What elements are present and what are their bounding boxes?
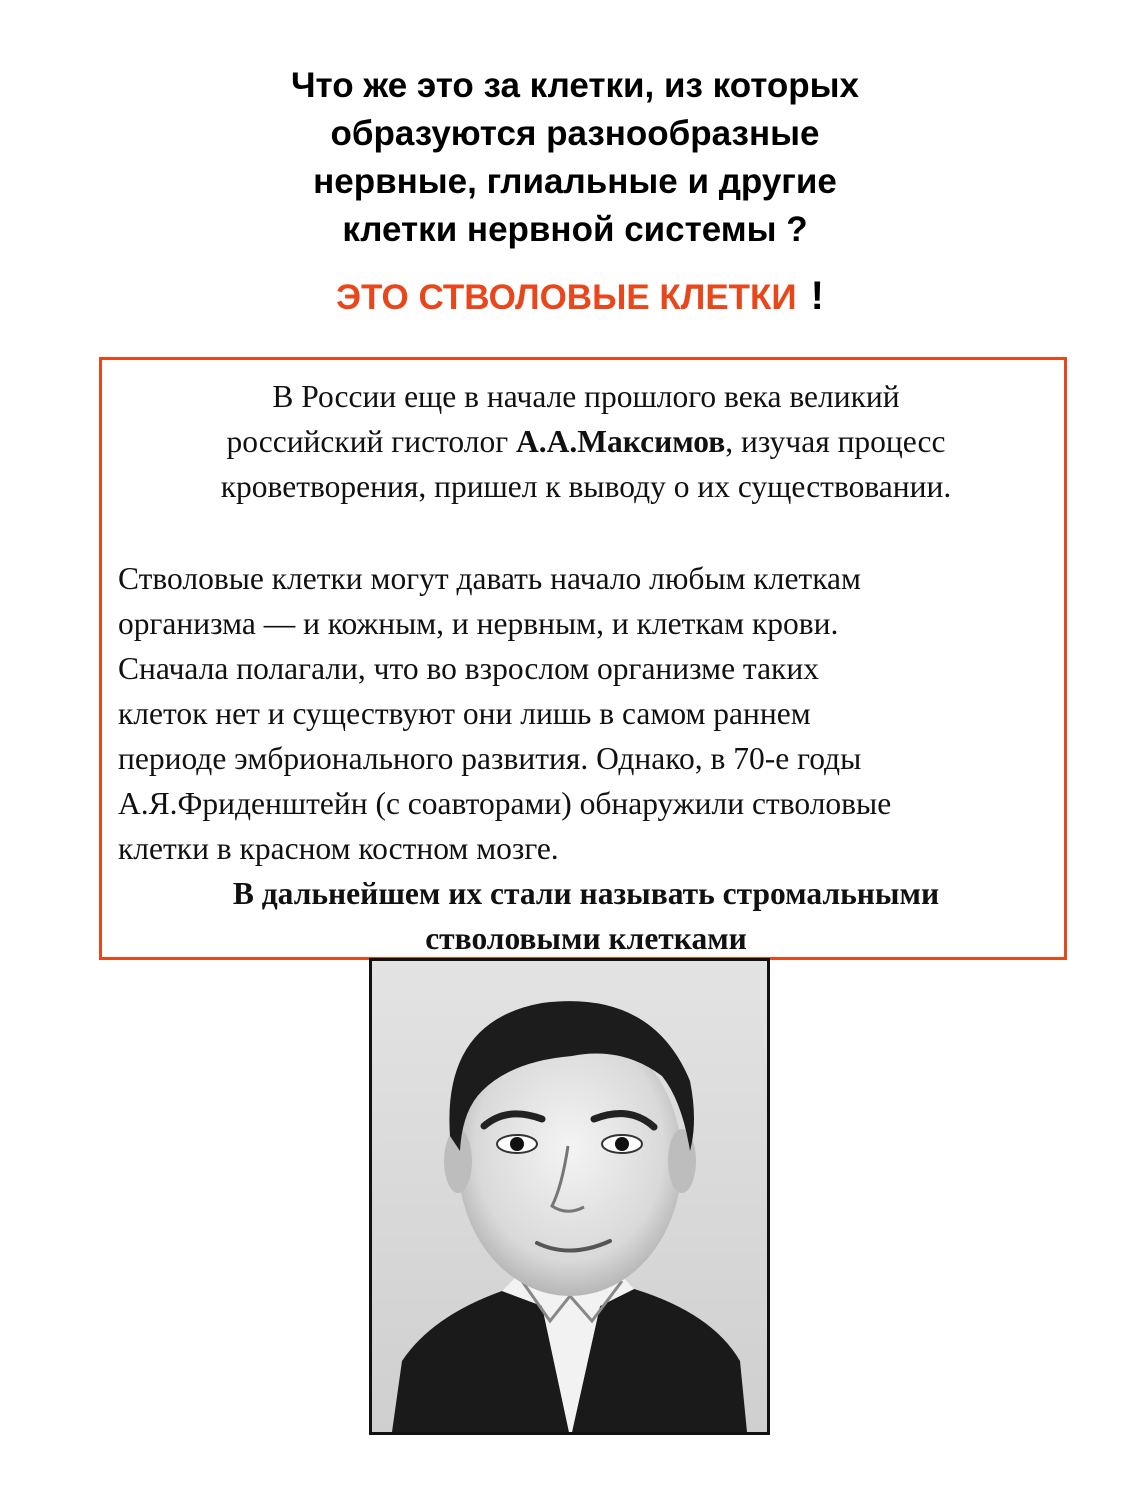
main-paragraph (118, 556, 1068, 871)
intro-line-2-end: , изучая процесс (725, 424, 946, 459)
main-line: клетки в красном костном мозге. (118, 831, 559, 866)
intro-paragraph (102, 374, 1070, 509)
intro-line-2-start: российский гистолог (226, 424, 516, 459)
conclusion-line-2: стволовыми клетками (425, 921, 747, 956)
main-line: Сначала полагали, что во взрослом организме таких (118, 651, 819, 686)
page-heading (0, 62, 1125, 254)
conclusion-paragraph (102, 871, 1070, 961)
heading-line-1: Что же это за клетки, из которых (290, 66, 860, 105)
intro-line-2 (102, 419, 1070, 464)
scientist-name: А.А.Максимов (516, 424, 726, 459)
main-line: Стволовые клетки могут давать начало любым клеткам (118, 561, 861, 596)
info-box (99, 357, 1067, 960)
heading-line-4: клетки нервной системы ? (342, 210, 808, 249)
intro-line-1: В России еще в начале прошлого века великий (272, 379, 900, 414)
conclusion-line-1: В дальнейшем их стали называть стромальными (232, 876, 940, 911)
portrait-illustration (372, 961, 767, 1432)
answer-exclamation: ! (810, 274, 824, 318)
pupil-right (615, 1137, 629, 1151)
heading-line-3: нервные, глиальные и другие (313, 162, 837, 201)
intro-line-3: кроветворения, пришел к выводу о их существовании. (220, 469, 952, 504)
answer-headline (0, 272, 1125, 322)
scientist-portrait (369, 958, 770, 1435)
main-line: А.Я.Фриденштейн (с соавторами) обнаружили стволовые (118, 786, 892, 821)
main-line: клеток нет и существуют они лишь в самом раннем (118, 696, 811, 731)
pupil-left (510, 1137, 524, 1151)
main-line: периоде эмбрионального развития. Однако, в 70-е годы (118, 741, 862, 776)
heading-line-2: образуются разнообразные (330, 114, 820, 153)
answer-text: ЭТО СТВОЛОВЫЕ КЛЕТКИ (336, 278, 797, 317)
main-line: организма — и кожным, и нервным, и клеткам крови. (118, 606, 839, 641)
